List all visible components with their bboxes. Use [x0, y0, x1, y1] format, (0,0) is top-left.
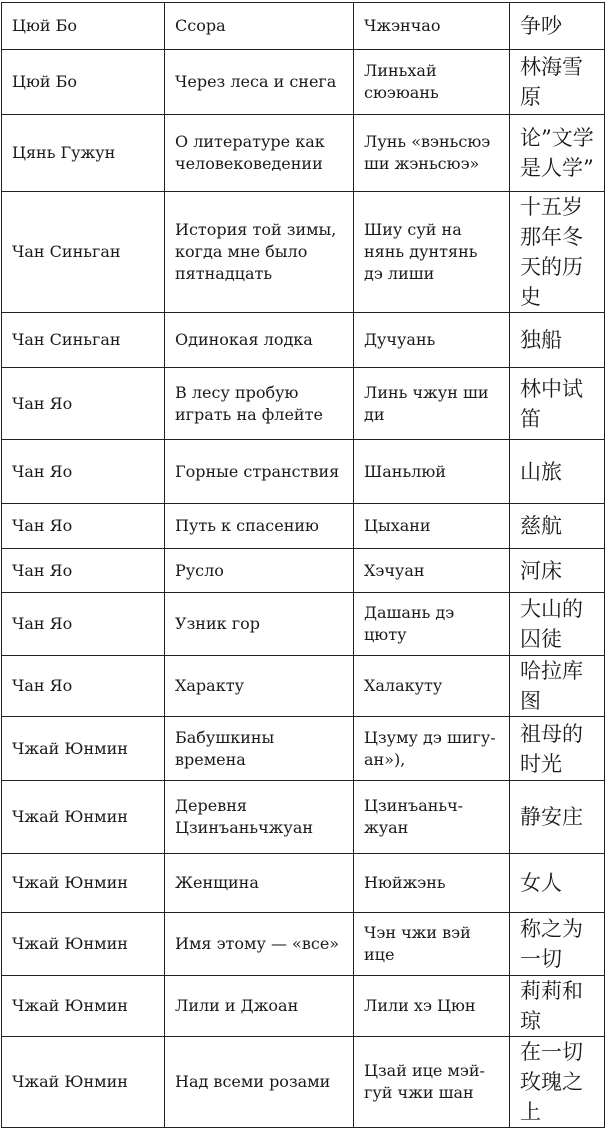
chinese-title-cell: 哈拉库图: [510, 656, 605, 717]
author-cell: Цюй Бо: [2, 3, 165, 50]
author-cell: Чан Яо: [2, 549, 165, 593]
author-cell: Чжай Юнмин: [2, 717, 165, 781]
transliteration-cell: Линьхай сюэюань: [354, 50, 510, 115]
table-row: [2, 192, 605, 313]
chinese-title-cell: 静安庄: [510, 781, 605, 854]
table-row: [2, 593, 605, 656]
russian-title-cell: Путь к спасению: [165, 504, 354, 549]
table-row: [2, 115, 605, 192]
russian-title-cell: Характу: [165, 656, 354, 717]
author-cell: Чжай Юнмин: [2, 854, 165, 913]
author-cell: Чан Яо: [2, 656, 165, 717]
author-cell: Цянь Гужун: [2, 115, 165, 192]
russian-title-cell: Женщина: [165, 854, 354, 913]
chinese-title-cell: 争吵: [510, 3, 605, 50]
author-cell: Чан Яо: [2, 593, 165, 656]
russian-title-cell: Бабушкины времена: [165, 717, 354, 781]
author-cell: Чан Яо: [2, 440, 165, 504]
transliteration-cell: Чэн чжи вэй ице: [354, 913, 510, 976]
author-cell: Чан Синьган: [2, 313, 165, 368]
chinese-title-cell: 山旅: [510, 440, 605, 504]
transliteration-cell: Дашань дэ цюту: [354, 593, 510, 656]
chinese-title-cell: 慈航: [510, 504, 605, 549]
chinese-title-cell: 莉莉和 琼: [510, 976, 605, 1037]
russian-title-cell: Ссора: [165, 3, 354, 50]
chinese-title-cell: 林中试笛: [510, 368, 605, 440]
table-row: [2, 717, 605, 781]
chinese-title-cell: 林海雪原: [510, 50, 605, 115]
table-row: [2, 3, 605, 50]
russian-title-cell: Лили и Джоан: [165, 976, 354, 1037]
author-cell: Цюй Бо: [2, 50, 165, 115]
chinese-title-cell: 独船: [510, 313, 605, 368]
chinese-title-cell: 河床: [510, 549, 605, 593]
table-row: [2, 656, 605, 717]
author-cell: Чжай Юнмин: [2, 913, 165, 976]
table-row: [2, 781, 605, 854]
transliteration-cell: Халакуту: [354, 656, 510, 717]
table-row: [2, 440, 605, 504]
table-row: [2, 976, 605, 1037]
russian-title-cell: Над всеми розами: [165, 1037, 354, 1128]
russian-title-cell: Одинокая лодка: [165, 313, 354, 368]
russian-title-cell: В лесу пробую играть на флейте: [165, 368, 354, 440]
transliteration-cell: Лунь «вэньсюэ ши жэньсюэ»: [354, 115, 510, 192]
table-row: [2, 504, 605, 549]
transliteration-cell: Шиу суй на нянь дунтянь дэ лиши: [354, 192, 510, 313]
author-cell: Чан Яо: [2, 368, 165, 440]
transliteration-cell: Лили хэ Цюн: [354, 976, 510, 1037]
chinese-title-cell: 称之为一切: [510, 913, 605, 976]
table-row: [2, 1037, 605, 1128]
transliteration-cell: Дучуань: [354, 313, 510, 368]
transliteration-cell: Цзинъаньч-жуан: [354, 781, 510, 854]
chinese-title-cell: 在一切玫瑰之上: [510, 1037, 605, 1128]
author-cell: Чан Синьган: [2, 192, 165, 313]
transliteration-cell: Хэчуан: [354, 549, 510, 593]
russian-title-cell: Имя этому — «все»: [165, 913, 354, 976]
transliteration-cell: Линь чжун ши ди: [354, 368, 510, 440]
transliteration-cell: Нюйжэнь: [354, 854, 510, 913]
names-table: [1, 2, 605, 1128]
transliteration-cell: Цзай ице мэй-гуй чжи шан: [354, 1037, 510, 1128]
author-cell: Чжай Юнмин: [2, 976, 165, 1037]
transliteration-cell: Шаньлюй: [354, 440, 510, 504]
author-cell: Чан Яо: [2, 504, 165, 549]
transliteration-cell: Цыхани: [354, 504, 510, 549]
author-cell: Чжай Юнмин: [2, 1037, 165, 1128]
chinese-title-cell: 女人: [510, 854, 605, 913]
table-row: [2, 854, 605, 913]
chinese-title-cell: 十五岁那年冬天的历史: [510, 192, 605, 313]
russian-title-cell: Через леса и снега: [165, 50, 354, 115]
transliteration-cell: Чжэнчао: [354, 3, 510, 50]
chinese-title-cell: 论”文学是人学”: [510, 115, 605, 192]
table-row: [2, 313, 605, 368]
russian-title-cell: Горные странствия: [165, 440, 354, 504]
table-row: [2, 50, 605, 115]
russian-title-cell: Узник гор: [165, 593, 354, 656]
russian-title-cell: Русло: [165, 549, 354, 593]
table-row: [2, 913, 605, 976]
russian-title-cell: Деревня Цзинъаньчжуан: [165, 781, 354, 854]
author-cell: Чжай Юнмин: [2, 781, 165, 854]
transliteration-cell: Цзуму дэ шигу-ан»),: [354, 717, 510, 781]
table-row: [2, 368, 605, 440]
table-row: [2, 549, 605, 593]
russian-title-cell: История той зимы, когда мне было пятнадцать: [165, 192, 354, 313]
chinese-title-cell: 大山的囚徒: [510, 593, 605, 656]
russian-title-cell: О литературе как человековедении: [165, 115, 354, 192]
chinese-title-cell: 祖母的时光: [510, 717, 605, 781]
